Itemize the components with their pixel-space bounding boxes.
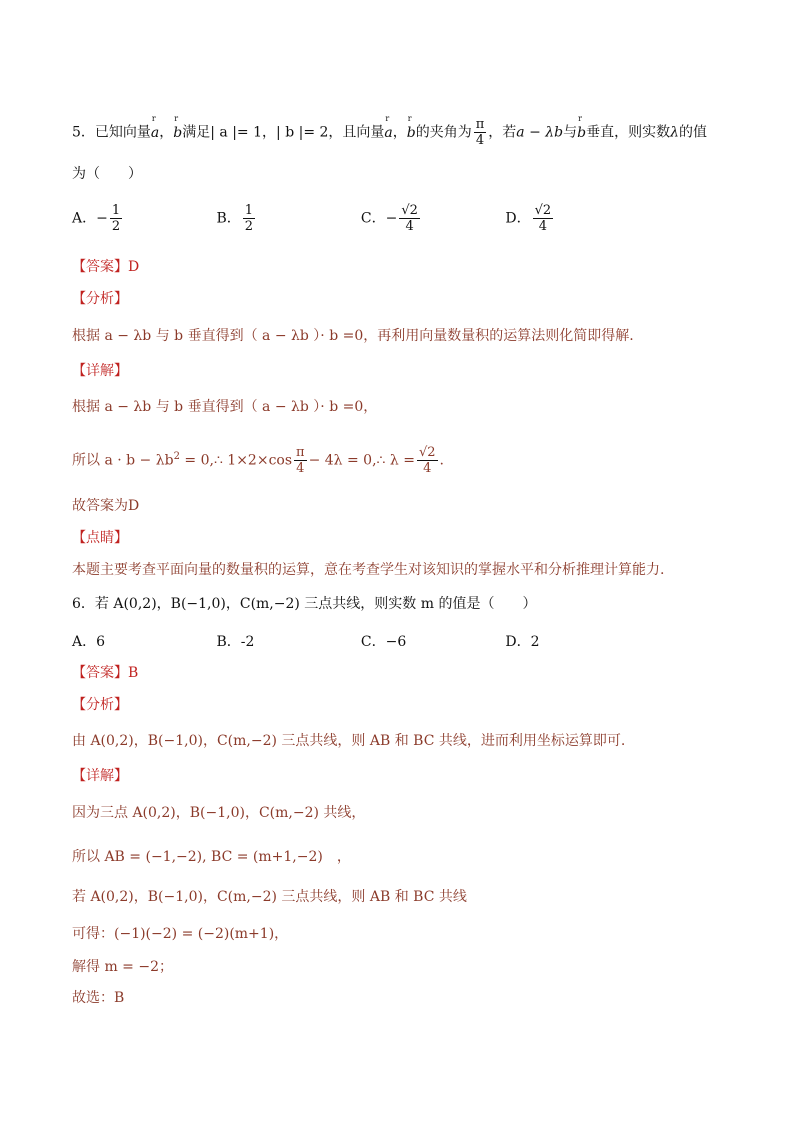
q6-detail-6: 故选：B: [72, 990, 125, 1006]
q6-option-a: A．6: [72, 634, 106, 650]
q6-detail-2: 所以 AB = (−1,−2), BC = (m+1,−2) ，: [72, 849, 351, 865]
q6-detail-4: 可得：(−1)(−2) = (−2)(m+1)，: [72, 926, 289, 942]
q6-detail-tag: 【详解】: [72, 768, 128, 784]
q5-comment: 本题主要考查平面向量的数量积的运算，意在考查学生对该知识的掌握水平和分析推理计算能力.: [72, 562, 665, 578]
q6-detail-5: 解得 m = −2；: [72, 959, 173, 975]
q5-option-a: A．− $\frac{1}{2}$: [72, 203, 121, 234]
pi-over-4: $\frac{\pi}{4}$: [475, 117, 485, 148]
q5-conclude: 故答案为D: [72, 498, 140, 514]
q6-stem: 6．若 A(0,2)，B(−1,0)，C(m,−2) 三点共线，则实数 m 的值是（ ）: [72, 596, 537, 612]
q5-option-d: D． $\frac{√2}{4}$: [505, 203, 552, 234]
q5-analysis: 根据 a − λb 与 b 垂直得到（ a − λb ）· b =0，再利用向量数量积的运算法则化简即得解.: [72, 328, 634, 344]
q5-comment-tag: 【点睛】: [72, 530, 128, 546]
q6-analysis-tag: 【分析】: [72, 697, 128, 713]
q5-detail-1: 根据 a − λb 与 b 垂直得到（ a − λb ）· b =0，: [72, 399, 378, 415]
q5-detail-tag: 【详解】: [72, 363, 128, 379]
q5-detail-2: 所以 $a \cdot b - \lambda b^2$ = 0,∴ 1×2×cos $\frac{\pi}{4}$ − 4λ = 0,∴ λ = $\frac{√2}{4}$ .: [72, 445, 444, 476]
q6-option-d: D．2: [505, 634, 540, 650]
q5-analysis-tag: 【分析】: [72, 291, 128, 307]
q5-option-b: B． $\frac{1}{2}$: [216, 203, 254, 234]
q6-options: [72, 633, 645, 651]
q6-detail-3: 若 A(0,2)，B(−1,0)，C(m,−2) 三点共线，则 AB 和 BC 共线: [72, 889, 467, 905]
q6-answer: 【答案】B: [72, 665, 139, 681]
q5-answer: 【答案】D: [72, 259, 140, 275]
q6-analysis: 由 A(0,2)，B(−1,0)，C(m,−2) 三点共线，则 AB 和 BC 共线，进而利用坐标运算即可.: [72, 733, 626, 749]
q5-option-c: C．− $\frac{√2}{4}$: [360, 203, 418, 234]
q6-option-c: C．−6: [360, 634, 407, 650]
q5-stem-line1: 5．已知向量 r a， r b满足| a |= 1，| b |= 2，且向量 r a， r b的夹角为 $\frac{\pi}{4}$ ，若a − λb与 r b垂直，则实数λ的值: [72, 113, 707, 148]
q6-detail-1: 因为三点 A(0,2)，B(−1,0)，C(m,−2) 共线，: [72, 805, 366, 821]
q6-option-b: B．-2: [216, 634, 255, 650]
q5-stem-line2: 为（ ）: [72, 166, 142, 182]
q5-options: [72, 203, 645, 234]
